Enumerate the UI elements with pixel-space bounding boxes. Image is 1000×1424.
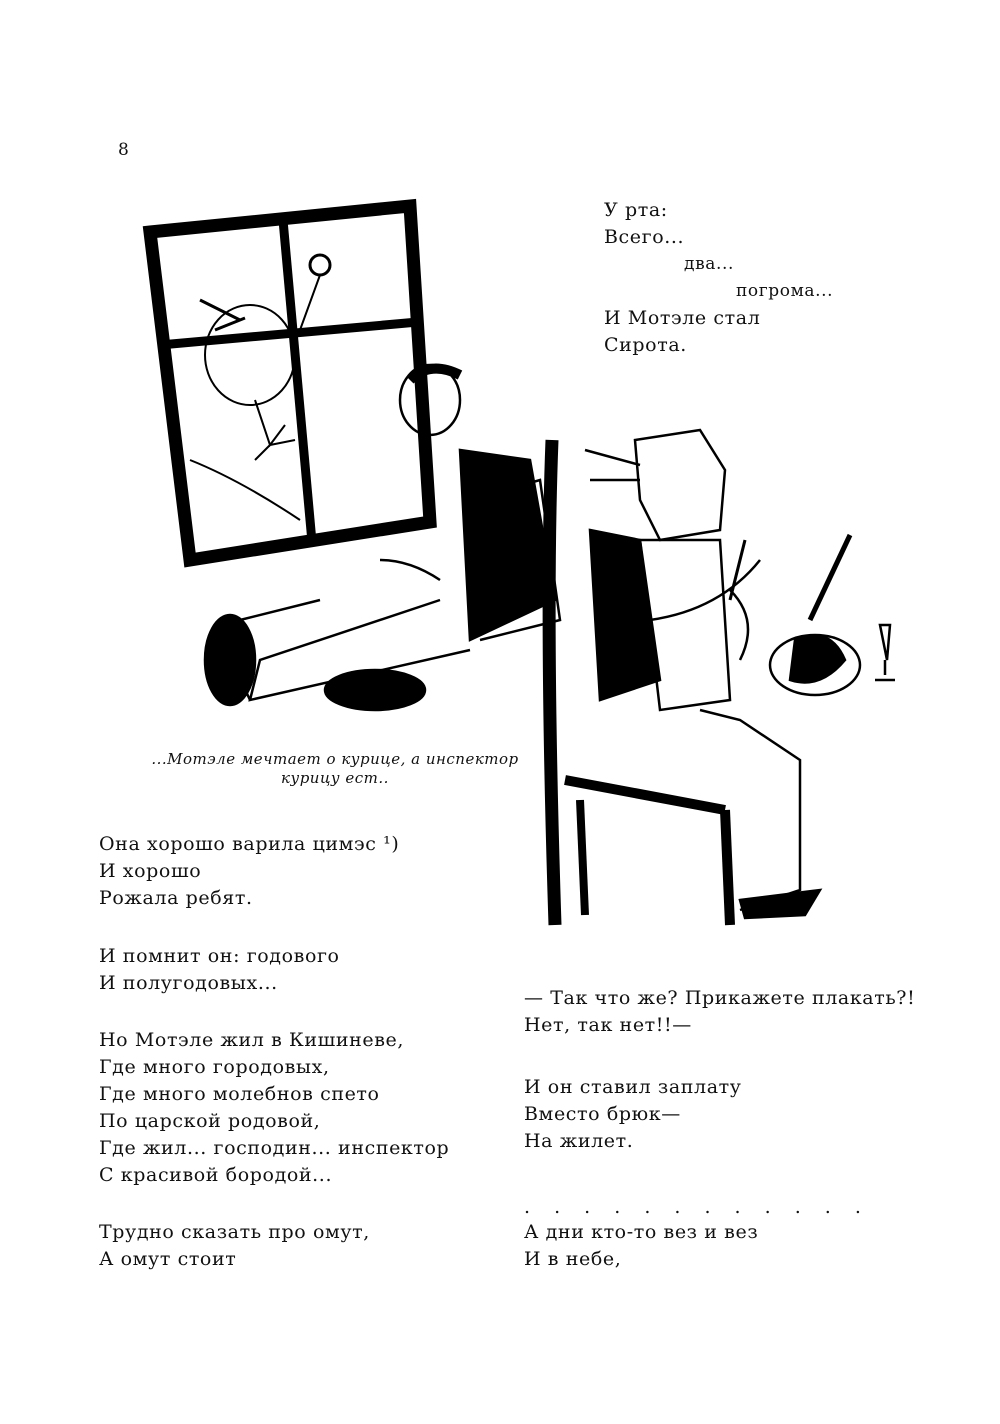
right-stanza-2 bbox=[524, 1074, 742, 1155]
verse-line: Сирота. bbox=[604, 334, 687, 356]
verse-line: Она хорошо варила цимэс ¹) bbox=[99, 833, 400, 855]
motele-figure-drawing bbox=[205, 365, 560, 710]
inspector-figure-drawing bbox=[585, 430, 895, 918]
verse-line: И в небе, bbox=[524, 1248, 622, 1270]
verse-line: Где много молебнов спето bbox=[99, 1083, 380, 1105]
verse-line: Но Мотэле жил в Кишиневе, bbox=[99, 1029, 405, 1051]
verse-line: По царской родовой, bbox=[99, 1110, 321, 1132]
verse-line: У рта: bbox=[604, 199, 668, 221]
verse-line: — Так что же? Прикажете плакать?! bbox=[524, 987, 916, 1009]
verse-line: И помнит он: годового bbox=[99, 945, 340, 967]
verse-line: Нет, так нет!!— bbox=[524, 1014, 692, 1036]
chicken-drawing bbox=[190, 255, 330, 460]
verse-line: Где много городовых, bbox=[99, 1056, 330, 1078]
left-stanza-3 bbox=[99, 1027, 449, 1189]
right-stanza-1 bbox=[524, 985, 915, 1039]
verse-line: С красивой бородой... bbox=[99, 1164, 333, 1186]
verse-line: Всего... bbox=[604, 226, 685, 248]
dotted-separator: . . . . . . . . . . . . bbox=[524, 1196, 870, 1218]
verse-line: На жилет. bbox=[524, 1130, 634, 1152]
right-stanza-3 bbox=[524, 1219, 758, 1273]
window-drawing bbox=[150, 206, 430, 560]
verse-line: А омут стоит bbox=[99, 1248, 237, 1270]
left-stanza-4 bbox=[99, 1219, 370, 1273]
verse-line: погрома... bbox=[736, 281, 834, 301]
left-stanza-1 bbox=[99, 831, 399, 912]
verse-line: И Мотэле стал bbox=[604, 307, 761, 329]
verse-line: И он ставил заплату bbox=[524, 1076, 742, 1098]
verse-line: Трудно сказать про омут, bbox=[99, 1221, 370, 1243]
verse-line: И хорошо bbox=[99, 860, 202, 882]
verse-line: Рожала ребят. bbox=[99, 887, 253, 909]
illustration-caption bbox=[140, 750, 530, 788]
verse-line: А дни кто-то вез и вез bbox=[524, 1221, 759, 1243]
verse-line: Где жил... господин... инспектор bbox=[99, 1137, 450, 1159]
page-number: 8 bbox=[118, 140, 129, 160]
verse-line: Вместо брюк— bbox=[524, 1103, 681, 1125]
verse-line: И полугодовых... bbox=[99, 972, 278, 994]
verse-line: два... bbox=[684, 254, 734, 274]
left-stanza-2 bbox=[99, 943, 340, 997]
caption-line: ...Мотэле мечтает о курице, а инспектор bbox=[151, 750, 519, 768]
caption-line: курицу ест.. bbox=[281, 769, 389, 787]
